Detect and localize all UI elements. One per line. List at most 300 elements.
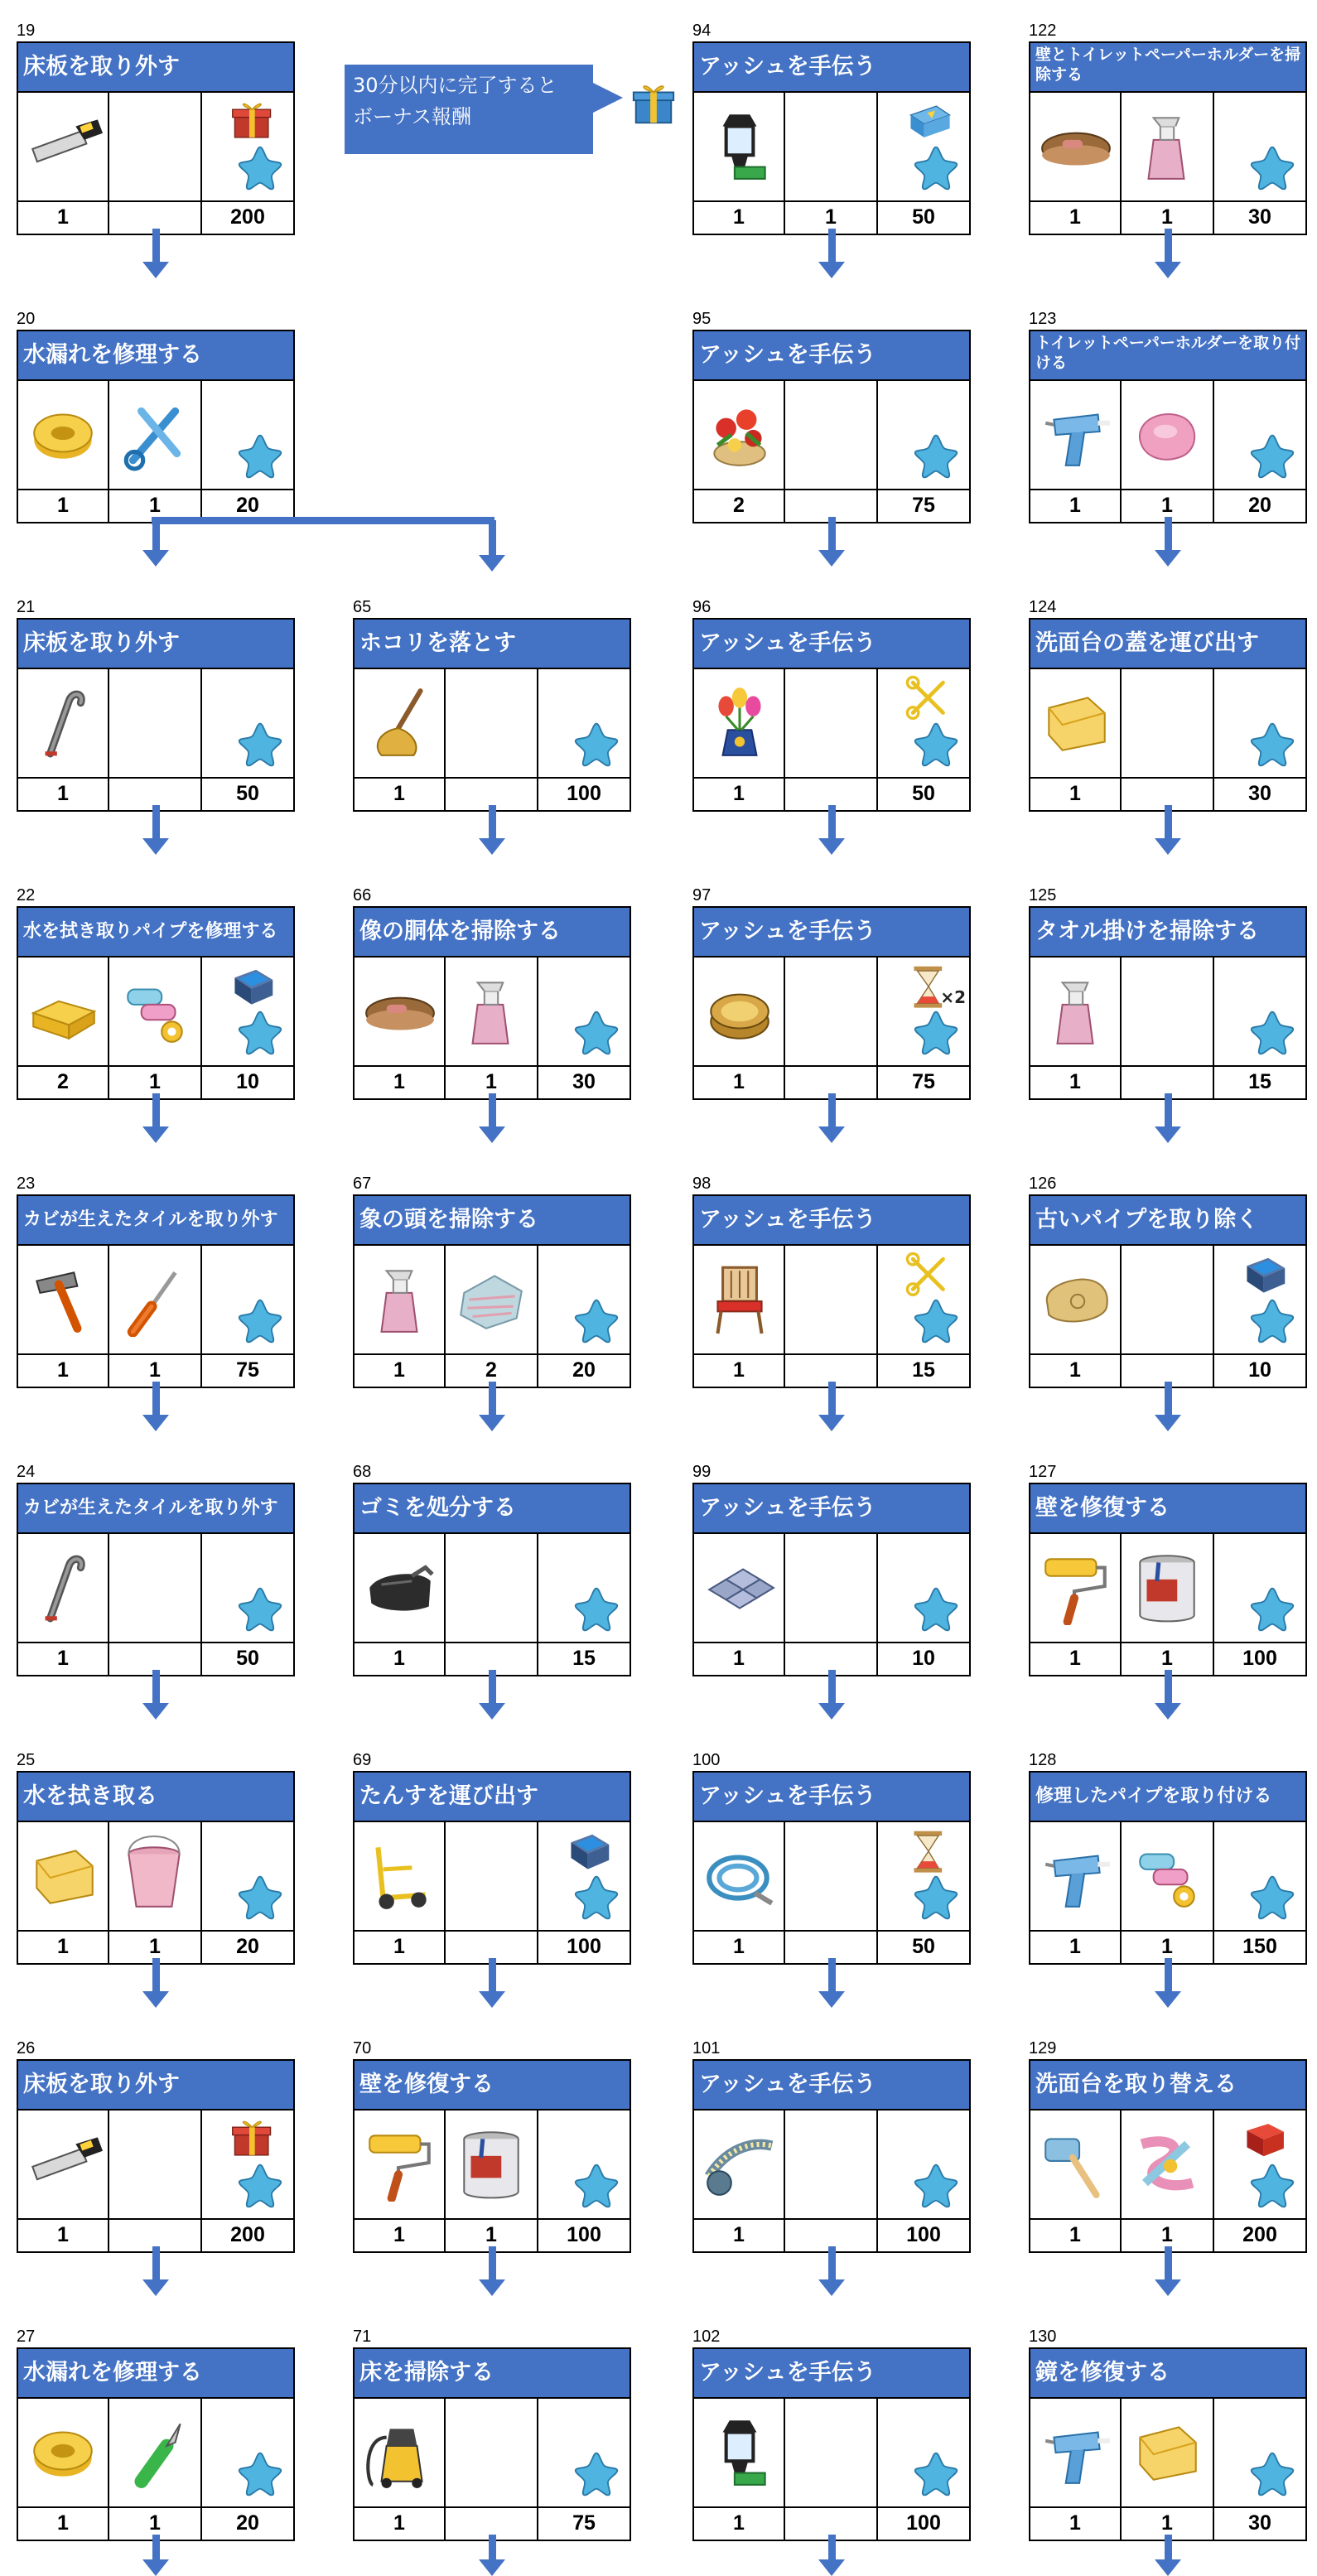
quest-value: 1 xyxy=(355,1642,446,1675)
scissors-bonus-icon xyxy=(903,673,954,724)
quest-items-row xyxy=(694,379,969,490)
flow-arrow xyxy=(484,805,500,855)
quest-items-row xyxy=(694,1244,969,1355)
quest-title: 床板を取り外す xyxy=(18,2061,293,2109)
quest-value: 1 xyxy=(694,1353,785,1387)
star-reward-icon xyxy=(1249,144,1295,191)
quest-value: 1 xyxy=(694,777,785,810)
brush-icon xyxy=(1037,106,1115,184)
item-cell xyxy=(538,2399,630,2506)
pipe-fittings-icon xyxy=(1128,1836,1206,1913)
brush-icon xyxy=(361,971,439,1049)
item-cell xyxy=(109,93,202,200)
quest-items-row xyxy=(1030,956,1305,1067)
quest-number: 100 xyxy=(692,1751,721,1769)
quest-value: 15 xyxy=(572,1646,596,1670)
quest-title: アッシュを手伝う xyxy=(694,2061,969,2109)
quest-items-row xyxy=(694,668,969,779)
item-cell xyxy=(109,2399,202,2506)
quest-value: 1 xyxy=(109,489,202,522)
quest-value: 75 xyxy=(912,493,935,517)
quest-value: 100 xyxy=(906,2222,941,2246)
item-cell xyxy=(878,93,969,200)
quest-number: 129 xyxy=(1029,2039,1057,2057)
quest-number: 99 xyxy=(692,1463,712,1481)
quest-title: 鏡を修復する xyxy=(1030,2349,1305,2397)
quest-number: 67 xyxy=(353,1175,372,1193)
item-cell xyxy=(538,1246,630,1353)
item-cell xyxy=(785,93,878,200)
spray-bottle-icon xyxy=(1128,106,1206,184)
quest-items-row xyxy=(18,956,293,1067)
flow-arrow xyxy=(823,1958,840,2008)
item-cell xyxy=(446,958,538,1065)
glue-gun-icon xyxy=(1037,394,1115,472)
quest-value: 1 xyxy=(18,1930,109,1963)
quest-card xyxy=(17,1175,295,1388)
quest-number: 23 xyxy=(17,1175,36,1193)
item-cell xyxy=(878,958,969,1065)
item-cell xyxy=(109,1822,202,1930)
item-cell xyxy=(694,2399,785,2506)
flow-arrow xyxy=(1160,517,1176,567)
quest-items-row xyxy=(18,1532,293,1643)
quest-items-row xyxy=(1030,91,1305,202)
cloth-icon xyxy=(1037,683,1115,760)
item-cell xyxy=(1122,2110,1214,2218)
quest-card xyxy=(692,1463,971,1676)
quest-value: 1 xyxy=(694,1065,785,1098)
item-cell xyxy=(355,1246,446,1353)
quest-value: 50 xyxy=(236,781,259,805)
quest-box xyxy=(17,906,295,1100)
quest-value: 1 xyxy=(109,1930,202,1963)
quest-value: 1 xyxy=(1030,777,1122,810)
quest-value: 1 xyxy=(446,2218,538,2251)
quest-items-row xyxy=(694,1532,969,1643)
toolbox-icon xyxy=(903,96,954,147)
polish-tin-icon xyxy=(701,971,779,1049)
quest-value: 1 xyxy=(1122,200,1214,234)
quest-box xyxy=(353,1483,631,1676)
flow-arrow xyxy=(1160,2535,1176,2576)
flow-arrow xyxy=(484,1093,500,1143)
star-reward-icon xyxy=(913,432,959,479)
item-cell xyxy=(1214,669,1305,777)
bonus-note xyxy=(345,65,593,154)
quest-items-row xyxy=(1030,1821,1305,1932)
quest-card xyxy=(17,886,295,1100)
quest-card xyxy=(692,886,971,1100)
glue-gun-icon xyxy=(1037,2412,1115,2490)
flow-arrow xyxy=(1160,229,1176,278)
quest-number: 27 xyxy=(17,2328,36,2346)
quest-title: カビが生えたタイルを取り外す xyxy=(18,1196,293,1244)
quest-items-row xyxy=(1030,2397,1305,2508)
quest-items-row xyxy=(694,956,969,1067)
quest-title: 水を拭き取る xyxy=(18,1773,293,1821)
star-reward-icon xyxy=(237,721,283,767)
star-reward-icon xyxy=(1249,1585,1295,1632)
rag-icon xyxy=(452,1259,530,1337)
item-cell xyxy=(694,958,785,1065)
quest-value: 1 xyxy=(18,1642,109,1675)
quest-title: 壁とトイレットペーパーホルダーを掃除する xyxy=(1030,43,1305,91)
hammer-icon xyxy=(25,1259,103,1337)
quest-card xyxy=(1029,598,1307,812)
quest-value: 50 xyxy=(912,781,935,805)
bonus-note-line2: ボーナス報酬 xyxy=(353,105,472,129)
quest-value: 100 xyxy=(567,781,601,805)
item-cell xyxy=(694,381,785,489)
quest-card xyxy=(692,2328,971,2541)
quest-number: 69 xyxy=(353,1751,372,1769)
quest-items-row xyxy=(18,1244,293,1355)
item-cell xyxy=(355,958,446,1065)
pipe-fittings-icon xyxy=(116,971,194,1049)
duster-icon xyxy=(361,683,439,760)
item-cell xyxy=(1030,2110,1122,2218)
quest-title: タオル掛けを掃除する xyxy=(1030,908,1305,956)
quest-value: 75 xyxy=(572,2511,596,2535)
item-cell xyxy=(446,2399,538,2506)
item-cell xyxy=(18,1822,109,1930)
quest-card xyxy=(353,598,631,812)
item-cell xyxy=(1214,1534,1305,1642)
chair-icon xyxy=(701,1259,779,1337)
flow-arrow xyxy=(147,2246,164,2296)
quest-value: 50 xyxy=(912,1934,935,1958)
quest-value: 1 xyxy=(1030,2218,1122,2251)
item-cell xyxy=(1030,1822,1122,1930)
item-cell xyxy=(18,93,109,200)
flow-arrow xyxy=(147,1093,164,1143)
quest-number: 130 xyxy=(1029,2328,1057,2346)
quest-number: 102 xyxy=(692,2328,721,2346)
quest-title: カビが生えたタイルを取り外す xyxy=(18,1484,293,1532)
quest-value: 1 xyxy=(1030,2506,1122,2540)
item-cell xyxy=(694,1246,785,1353)
star-reward-icon xyxy=(913,2450,959,2496)
quest-card xyxy=(1029,886,1307,1100)
quest-items-row xyxy=(694,2109,969,2220)
quest-number: 65 xyxy=(353,598,372,616)
flow-arrow xyxy=(147,1670,164,1720)
item-cell xyxy=(785,958,878,1065)
tulip-vase-icon xyxy=(701,683,779,760)
item-cell xyxy=(878,1822,969,1930)
quest-value: 100 xyxy=(906,2511,941,2535)
quest-value: 75 xyxy=(912,1069,935,1093)
flow-arrow xyxy=(823,2246,840,2296)
star-reward-icon xyxy=(237,1874,283,1920)
star-reward-icon xyxy=(1249,432,1295,479)
item-cell xyxy=(785,381,878,489)
item-cell xyxy=(109,1534,202,1642)
quest-value: 100 xyxy=(567,1934,601,1958)
quest-items-row xyxy=(694,1821,969,1932)
quest-title: 象の頭を掃除する xyxy=(355,1196,630,1244)
item-cell xyxy=(1122,669,1214,777)
quest-title: ゴミを処分する xyxy=(355,1484,630,1532)
item-cell xyxy=(1030,93,1122,200)
hand-truck-icon xyxy=(361,1836,439,1913)
quest-value: 1 xyxy=(18,2506,109,2540)
multiplier-label: ×2 xyxy=(940,987,966,1007)
item-cell xyxy=(18,958,109,1065)
item-cell xyxy=(785,1246,878,1353)
quest-items-row xyxy=(355,2109,630,2220)
item-cell xyxy=(202,1534,293,1642)
quest-number: 26 xyxy=(17,2039,36,2057)
quest-value: 1 xyxy=(109,2506,202,2540)
item-cell xyxy=(538,958,630,1065)
quest-number: 19 xyxy=(17,22,36,40)
item-cell xyxy=(18,381,109,489)
quest-box xyxy=(353,618,631,812)
quest-items-row xyxy=(355,668,630,779)
star-reward-icon xyxy=(1249,1874,1295,1920)
star-reward-icon xyxy=(237,1009,283,1055)
quest-value: 100 xyxy=(1242,1646,1277,1670)
item-cell xyxy=(1030,958,1122,1065)
item-cell xyxy=(109,2110,202,2218)
flow-arrow xyxy=(823,517,840,567)
flow-arrow xyxy=(484,1958,500,2008)
flow-arrow xyxy=(823,805,840,855)
gift-box-icon xyxy=(227,2114,278,2165)
quest-card xyxy=(353,1463,631,1676)
star-reward-icon xyxy=(913,1874,959,1920)
quest-card xyxy=(17,22,295,235)
quest-number: 125 xyxy=(1029,886,1057,904)
quest-value: 30 xyxy=(1248,205,1271,229)
quest-box xyxy=(1029,330,1307,523)
quest-items-row xyxy=(18,2109,293,2220)
item-cell xyxy=(18,1246,109,1353)
quest-number: 24 xyxy=(17,1463,36,1481)
quest-value: 1 xyxy=(1122,489,1214,522)
quest-title: アッシュを手伝う xyxy=(694,620,969,668)
quest-value: 1 xyxy=(109,1353,202,1387)
quest-title: たんすを運び出す xyxy=(355,1773,630,1821)
quest-number: 123 xyxy=(1029,310,1057,328)
item-cell xyxy=(1214,1822,1305,1930)
paint-roller-icon xyxy=(1037,1547,1115,1625)
star-reward-icon xyxy=(913,2162,959,2208)
quest-title: 水を拭き取りパイプを修理する xyxy=(18,908,293,956)
star-reward-icon xyxy=(573,1585,620,1632)
quest-box xyxy=(17,1194,295,1388)
item-cell xyxy=(538,2110,630,2218)
flow-arrow xyxy=(1160,2246,1176,2296)
quest-card xyxy=(17,1751,295,1965)
bonus-note-line1: 30分以内に完了すると xyxy=(353,74,557,97)
item-cell xyxy=(355,2399,446,2506)
quest-card xyxy=(353,886,631,1100)
quest-value: 1 xyxy=(355,1353,446,1387)
quest-title: 水漏れを修理する xyxy=(18,331,293,379)
putty-icon xyxy=(1128,394,1206,472)
quest-card xyxy=(1029,22,1307,235)
item-cell xyxy=(878,1246,969,1353)
star-reward-icon xyxy=(573,1297,620,1343)
quest-box xyxy=(1029,1194,1307,1388)
item-cell xyxy=(202,93,293,200)
quest-card xyxy=(1029,1751,1307,1965)
quest-value: 1 xyxy=(18,2218,109,2251)
quest-items-row xyxy=(355,1821,630,1932)
quest-card xyxy=(17,1463,295,1676)
quest-box xyxy=(692,330,971,523)
tiles-icon xyxy=(701,1547,779,1625)
quest-number: 127 xyxy=(1029,1463,1057,1481)
quest-title: アッシュを手伝う xyxy=(694,43,969,91)
quest-value: 2 xyxy=(446,1353,538,1387)
quest-value: 1 xyxy=(1030,489,1122,522)
star-reward-icon xyxy=(913,1009,959,1055)
quest-number: 20 xyxy=(17,310,36,328)
branch-connector xyxy=(152,517,494,524)
quest-title: ホコリを落とす xyxy=(355,620,630,668)
sponge-icon xyxy=(25,971,103,1049)
quest-value: 10 xyxy=(236,1069,259,1093)
item-cell xyxy=(785,1822,878,1930)
spray-bottle-icon xyxy=(452,971,530,1049)
quest-box xyxy=(353,2347,631,2541)
flow-arrow xyxy=(1160,1093,1176,1143)
flow-arrow xyxy=(484,1670,500,1720)
quest-value: 15 xyxy=(1248,1069,1271,1093)
quest-value: 1 xyxy=(18,489,109,522)
quest-card xyxy=(17,2039,295,2253)
quest-box xyxy=(1029,41,1307,235)
quest-title: 古いパイプを取り除く xyxy=(1030,1196,1305,1244)
flow-arrow xyxy=(823,1093,840,1143)
item-cell xyxy=(109,669,202,777)
item-cell xyxy=(1214,1246,1305,1353)
item-cell xyxy=(18,2399,109,2506)
flow-arrow xyxy=(147,1958,164,2008)
quest-number: 126 xyxy=(1029,1175,1057,1193)
star-reward-icon xyxy=(237,1585,283,1632)
quest-box xyxy=(1029,2347,1307,2541)
flow-arrow xyxy=(823,229,840,278)
quest-value: 1 xyxy=(446,1065,538,1098)
item-cell xyxy=(878,2110,969,2218)
gift-box-icon xyxy=(227,96,278,147)
quest-items-row xyxy=(355,956,630,1067)
flow-arrow xyxy=(147,229,164,278)
quest-title: 洗面台を取り替える xyxy=(1030,2061,1305,2109)
quest-number: 124 xyxy=(1029,598,1057,616)
item-cell xyxy=(1122,1822,1214,1930)
star-reward-icon xyxy=(573,1874,620,1920)
item-cell xyxy=(694,2110,785,2218)
quest-box xyxy=(692,618,971,812)
item-cell xyxy=(694,669,785,777)
quest-value: 1 xyxy=(355,2506,446,2540)
quest-value: 15 xyxy=(912,1358,935,1382)
quest-number: 68 xyxy=(353,1463,372,1481)
quest-value: 1 xyxy=(1030,1930,1122,1963)
item-cell xyxy=(1214,958,1305,1065)
star-reward-icon xyxy=(1249,2162,1295,2208)
trash-bag-icon xyxy=(361,1547,439,1625)
item-cell xyxy=(202,381,293,489)
quest-number: 71 xyxy=(353,2328,372,2346)
item-cell xyxy=(1214,2399,1305,2506)
quest-number: 98 xyxy=(692,1175,712,1193)
item-cell xyxy=(1214,381,1305,489)
paint-roller-icon xyxy=(361,2124,439,2202)
quest-number: 95 xyxy=(692,310,712,328)
flow-arrow xyxy=(484,520,500,572)
scissors-icon xyxy=(116,394,194,472)
item-cell xyxy=(1030,381,1122,489)
quest-value: 2 xyxy=(694,489,785,522)
quest-title: 床を掃除する xyxy=(355,2349,630,2397)
item-cell xyxy=(355,1822,446,1930)
quest-box xyxy=(1029,2059,1307,2253)
quest-number: 94 xyxy=(692,22,712,40)
quest-value: 1 xyxy=(1030,1353,1122,1387)
quest-title: 床板を取り外す xyxy=(18,43,293,91)
item-cell xyxy=(878,669,969,777)
quest-box xyxy=(692,906,971,1100)
quest-number: 122 xyxy=(1029,22,1057,40)
quest-items-row xyxy=(18,2397,293,2508)
glue-gun-icon xyxy=(1037,1836,1115,1913)
flow-arrow xyxy=(1160,1958,1176,2008)
tape-measure-icon xyxy=(701,2124,779,2202)
flow-arrow xyxy=(147,2535,164,2576)
quest-card xyxy=(353,2328,631,2541)
quest-value: 200 xyxy=(1242,2222,1277,2246)
utility-knife-icon xyxy=(116,2412,194,2490)
star-reward-icon xyxy=(573,1009,620,1055)
quest-value: 20 xyxy=(236,2511,259,2535)
item-cell xyxy=(202,2110,293,2218)
paint-can-icon xyxy=(1128,1547,1206,1625)
blue-box-icon xyxy=(227,961,278,1012)
quest-box xyxy=(692,1194,971,1388)
mallet-icon xyxy=(1037,2124,1115,2202)
quest-box xyxy=(353,1771,631,1965)
quest-items-row xyxy=(18,379,293,490)
quest-value: 2 xyxy=(18,1065,109,1098)
star-reward-icon xyxy=(1249,721,1295,767)
quest-title: 修理したパイプを取り付ける xyxy=(1030,1773,1305,1821)
quest-number: 96 xyxy=(692,598,712,616)
item-cell xyxy=(785,1534,878,1642)
quest-box xyxy=(17,2059,295,2253)
item-cell xyxy=(1030,2399,1122,2506)
lantern-icon xyxy=(701,106,779,184)
quest-value: 1 xyxy=(1122,1930,1214,1963)
quest-card xyxy=(1029,2039,1307,2253)
hourglass-icon xyxy=(903,1826,954,1877)
quest-value: 30 xyxy=(1248,2511,1271,2535)
bonus-note-pointer xyxy=(593,83,623,113)
item-cell xyxy=(1030,1534,1122,1642)
quest-title: 洗面台の蓋を運び出す xyxy=(1030,620,1305,668)
quest-box xyxy=(1029,1771,1307,1965)
star-reward-icon xyxy=(913,144,959,191)
quest-value: 1 xyxy=(355,1930,446,1963)
item-cell xyxy=(18,1534,109,1642)
flow-arrow xyxy=(147,1382,164,1431)
